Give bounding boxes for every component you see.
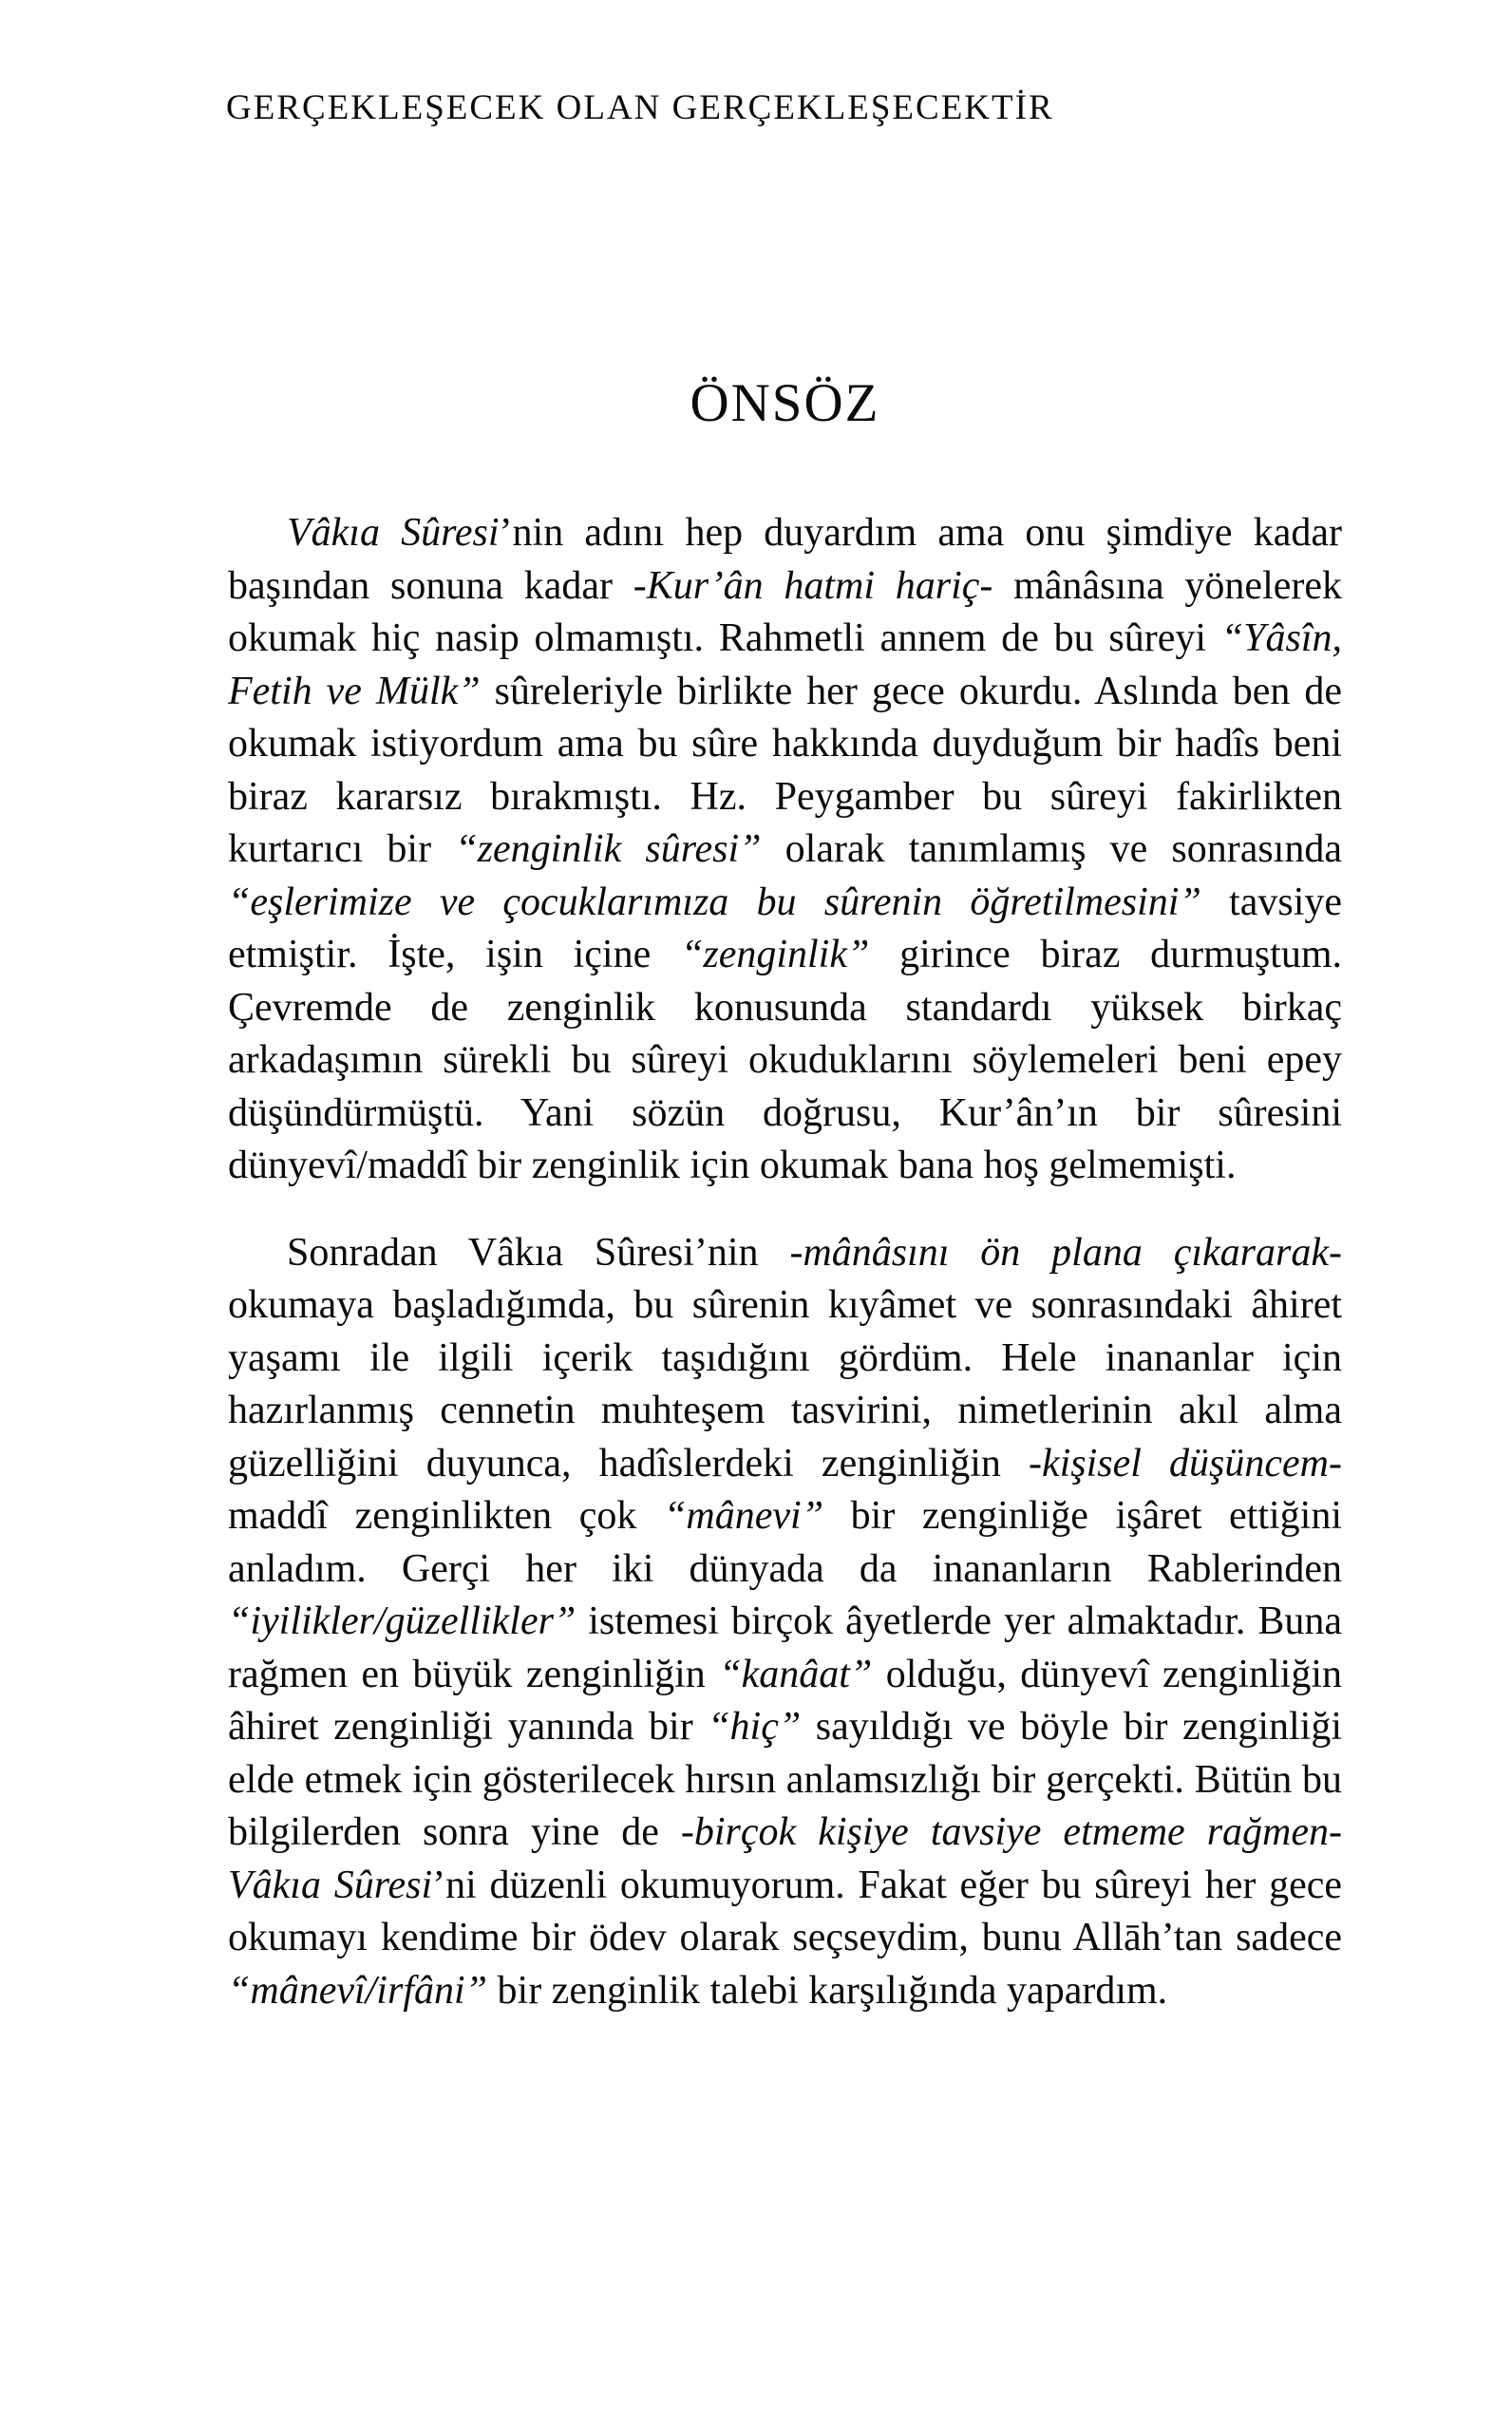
chapter-title: ÖNSÖZ [690,373,880,434]
italic-text-run: “Yâsîn, Fetih ve Mülk” [228,616,1342,713]
italic-text-run: -Kur’ân hatmi hariç- [633,563,993,608]
text-run: girince biraz durmuştum. Çevremde de zenginlik konusunda standardı yüksek birkaç arkadaşımın sürekli bu sûreyi okuduklarını söylemeleri beni epey düşündürmüştü. Yani sözün doğrusu, Kur’ân’ın bir sûresini dünyevî/maddî bir zenginlik için okumak bana hoş gelmemişti. [228,933,1342,1187]
text-run: sayıldığı ve böyle bir zenginliği elde etmek için gösterilecek hırsın anlamsızlığı bir gerçekti. Bütün bu bilgilerden sonra yine de [228,1705,1342,1854]
text-run: Sonradan Vâkıa Sûresi’nin [287,1230,790,1275]
text-run: bir zenginlik talebi karşılığında yapardım. [487,1968,1168,2013]
italic-text-run: “eşlerimize ve çocuklarımıza bu sûrenin öğretilmesini” [228,880,1201,924]
text-run: okumaya başladığımda, bu sûrenin kıyâmet ve sonrasındaki âhiret yaşamı ile ilgili içerik taşıdığını gördüm. Hele inananlar için hazırlanmış cennetin muhteşem tasvirini, nimetlerinin akıl alma güzelliğini duyunca, hadîslerdeki zenginliğin [228,1283,1342,1485]
text-run: bir zenginliğe işâret ettiğini anladım. Gerçi her iki dünyada da inananların Rablerinden [228,1494,1342,1591]
paragraph-2 [228,1227,1342,2018]
text-run: tavsiye etmiştir. İşte, işin içine [228,880,1343,976]
text-run: olarak tanımlamış ve sonrasında [761,827,1342,871]
italic-text-run: “mânevî/irfâni” [228,1968,488,2013]
italic-text-run: “zenginlik sûresi” [455,827,762,871]
italic-text-run: Vâkıa Sûresi [228,1863,433,1907]
italic-text-run: “iyilikler/güzellikler” [228,1599,576,1643]
body-text [228,507,1342,2017]
text-run: olduğu, dünyevî zenginliğin âhiret zenginliği yanında bir [228,1652,1342,1749]
text-run: mânâsına yönelerek okumak hiç nasip olmamıştı. Rahmetli annem de bu sûreyi [228,563,1343,660]
text-run: maddî zenginlikten çok [228,1494,665,1538]
italic-text-run: -mânâsını ön plana çıkararak- [789,1230,1342,1275]
italic-text-run: -birçok kişiye tavsiye etmeme rağmen- [680,1810,1342,1854]
paragraph-1 [228,507,1342,1193]
italic-text-run: “kanâat” [719,1652,873,1696]
text-run: ’ni düzenli okumuyorum. Fakat eğer bu sûreyi her gece okumayı kendime bir ödev olarak seçseydim, bunu Allāh’tan sadece [228,1863,1342,1959]
text-run: ’nin adını hep duyardım ama onu şimdiye kadar başından sonuna kadar [228,511,1342,608]
italic-text-run: Vâkıa Sûresi [287,511,500,555]
italic-text-run: “mânevi” [664,1494,824,1538]
running-head: GERÇEKLEŞECEK OLAN GERÇEKLEŞECEKTİR [226,88,1054,127]
italic-text-run: “hiç” [708,1705,802,1749]
text-run: istemesi birçok âyetlerde yer almaktadır. Buna rağmen en büyük zenginliğin [228,1599,1342,1696]
text-run: sûreleriyle birlikte her gece okurdu. Aslında ben de okumak istiyordum ama bu sûre hakkında duyduğum bir hadîs beni biraz kararsız bırakmıştı. Hz. Peygamber bu sûreyi fakirlikten kurtarıcı bir [228,669,1343,871]
italic-text-run: “zenginlik” [680,933,870,976]
italic-text-run: -kişisel düşüncem- [1028,1441,1342,1485]
